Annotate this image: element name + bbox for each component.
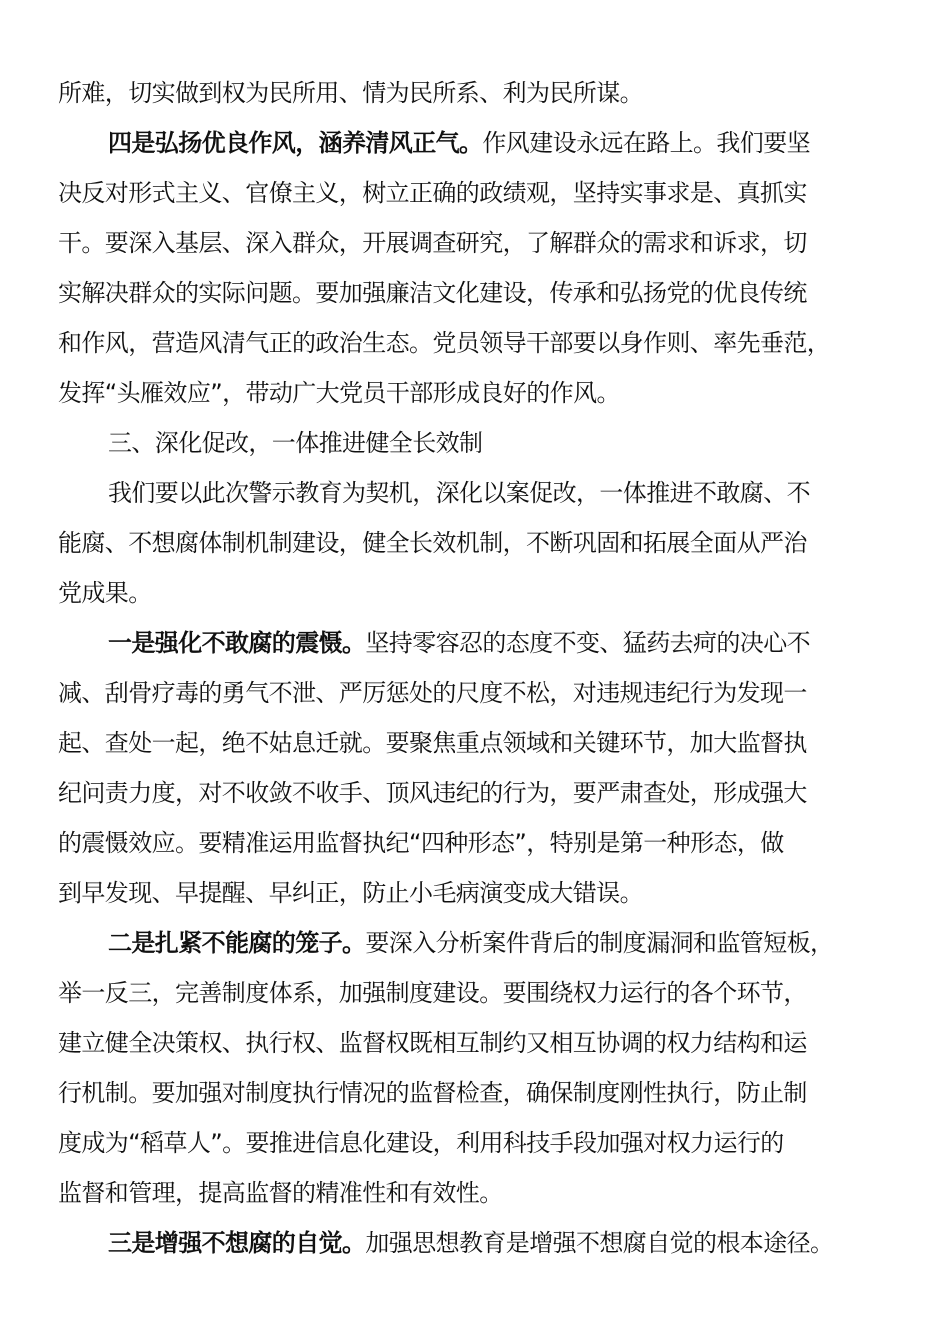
- line-text: 三、深化促改，一体推进健全长效制: [108, 429, 483, 457]
- line-text: 坚持零容忍的态度不变、猛药去疴的决心不: [365, 629, 811, 657]
- text-line: [58, 168, 898, 218]
- text-line: [58, 1068, 898, 1118]
- line-text: 党成果。: [58, 579, 152, 607]
- text-line: [58, 1218, 898, 1268]
- text-line: [58, 618, 898, 668]
- line-text: 决反对形式主义、官僚主义，树立正确的政绩观，坚持实事求是、真抓实: [58, 179, 807, 207]
- text-line: [58, 268, 898, 318]
- line-text: 度成为“稻草人”。要推进信息化建设，利用科技手段加强对权力运行的: [58, 1129, 784, 1157]
- line-text: 加强思想教育是增强不想腐自觉的根本途径。: [365, 1229, 834, 1257]
- text-line: [58, 1018, 898, 1068]
- text-line: [58, 818, 898, 868]
- text-line: [58, 68, 898, 118]
- line-text: 行机制。要加强对制度执行情况的监督检查，确保制度刚性执行，防止制: [58, 1079, 807, 1107]
- text-line: [58, 518, 898, 568]
- section-heading: [58, 418, 898, 468]
- line-text: 起、查处一起，绝不姑息迁就。要聚焦重点领域和关键环节，加大监督执: [58, 729, 807, 757]
- line-text: 所难，切实做到权为民所用、情为民所系、利为民所谋。: [58, 79, 643, 107]
- line-text: 作风建设永远在路上。我们要坚: [482, 129, 811, 157]
- text-line: [58, 368, 898, 418]
- line-heading-bold: 一是强化不敢腐的震慑。: [108, 629, 366, 657]
- text-line: [58, 318, 898, 368]
- text-line: [58, 1118, 898, 1168]
- line-text: 干。要深入基层、深入群众，开展调查研究，了解群众的需求和诉求，切: [58, 229, 807, 257]
- text-line: [58, 918, 898, 968]
- line-text: 减、刮骨疗毒的勇气不泄、严厉惩处的尺度不松，对违规违纪行为发现一: [58, 679, 807, 707]
- line-text: 监督和管理，提高监督的精准性和有效性。: [58, 1179, 503, 1207]
- line-text: 发挥“头雁效应”，带动广大党员干部形成良好的作风。: [58, 379, 620, 407]
- text-line: [58, 968, 898, 1018]
- line-text: 我们要以此次警示教育为契机，深化以案促改，一体推进不敢腐、不: [108, 479, 810, 507]
- line-heading-bold: 四是弘扬优良作风，涵养清风正气。: [108, 129, 483, 157]
- text-line: [58, 568, 898, 618]
- line-text: 纪问责力度，对不收敛不收手、顶风违纪的行为，要严肃查处，形成强大: [58, 779, 807, 807]
- text-line: [58, 868, 898, 918]
- line-text: 实解决群众的实际问题。要加强廉洁文化建设，传承和弘扬党的优良传统: [58, 279, 807, 307]
- text-line: [58, 218, 898, 268]
- line-text: 和作风，营造风清气正的政治生态。党员领导干部要以身作则、率先垂范，: [58, 329, 831, 357]
- text-line: [58, 668, 898, 718]
- line-heading-bold: 三是增强不想腐的自觉。: [108, 1229, 366, 1257]
- text-line: [58, 118, 898, 168]
- text-line: [58, 1168, 898, 1218]
- line-text: 建立健全决策权、执行权、监督权既相互制约又相互协调的权力结构和运: [58, 1029, 807, 1057]
- text-line: [58, 718, 898, 768]
- line-heading-bold: 二是扎紧不能腐的笼子。: [108, 929, 366, 957]
- line-text: 的震慑效应。要精准运用监督执纪“四种形态”，特别是第一种形态，做: [58, 829, 784, 857]
- text-line: [58, 468, 898, 518]
- text-line: [58, 768, 898, 818]
- line-text: 到早发现、早提醒、早纠正，防止小毛病演变成大错误。: [58, 879, 643, 907]
- line-text: 要深入分析案件背后的制度漏洞和监管短板，: [365, 929, 834, 957]
- line-text: 能腐、不想腐体制机制建设，健全长效机制，不断巩固和拓展全面从严治: [58, 529, 807, 557]
- document-page: [58, 68, 898, 1268]
- line-text: 举一反三，完善制度体系，加强制度建设。要围绕权力运行的各个环节，: [58, 979, 807, 1007]
